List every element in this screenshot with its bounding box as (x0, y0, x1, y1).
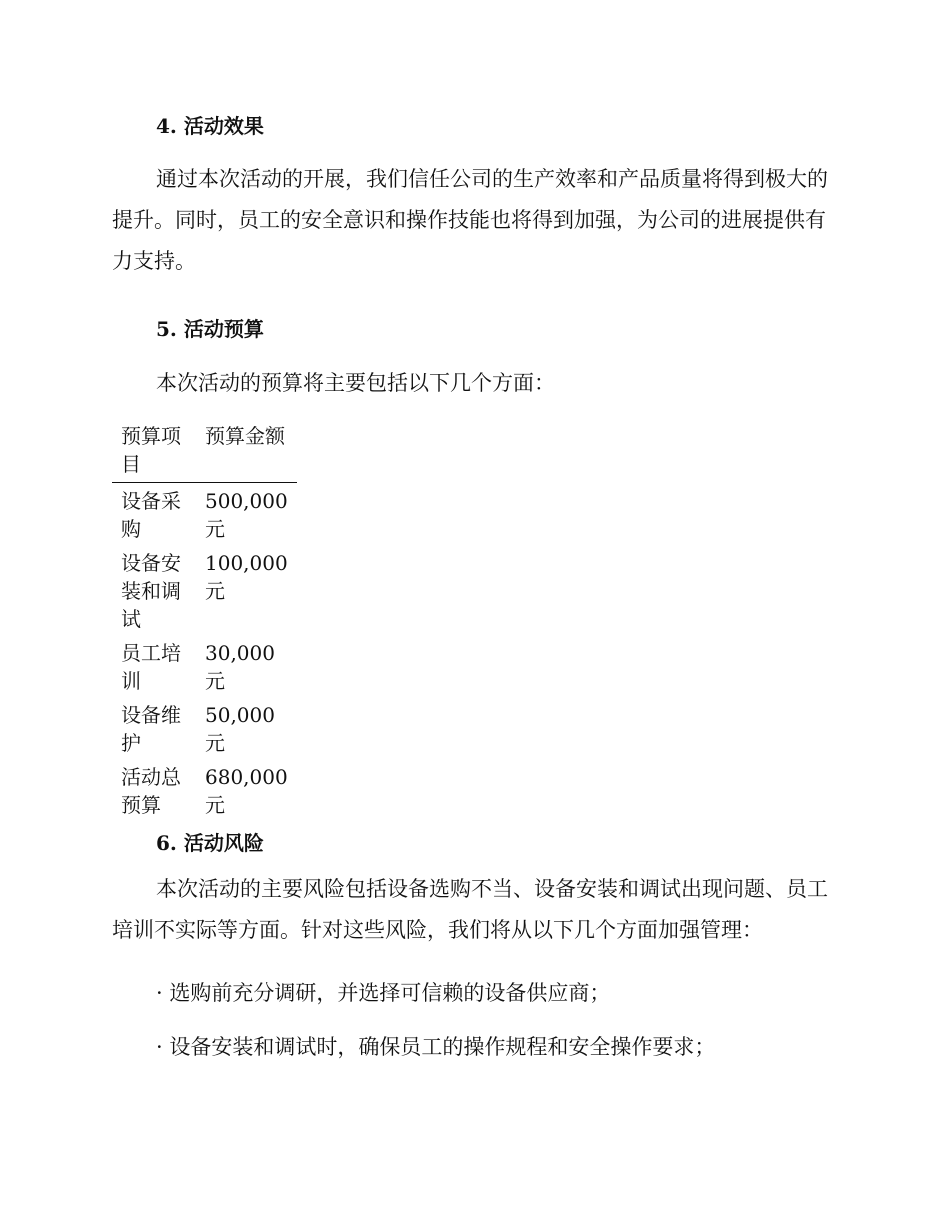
table-cell-item: 活动总预算 (121, 765, 181, 817)
table-cell-amount: 500,000 元 (205, 489, 288, 541)
bullet-item: · 选购前充分调研，并选择可信赖的设备供应商； (156, 981, 611, 1005)
section-6-paragraph: 本次活动的主要风险包括设备选购不当、设备安装和调试出现问题、员工培训不实际等方面。针对这些风险，我们将从以下几个方面加强管理： (112, 877, 828, 942)
section-4-paragraph: 通过本次活动的开展，我们信任公司的生产效率和产品质量将得到极大的提升。同时，员工的安全意识和操作技能也将得到加强，为公司的进展提供有力支持。 (112, 167, 828, 273)
table-cell-amount: 50,000 元 (205, 703, 275, 755)
budget-table (112, 422, 297, 821)
section-5-heading: 5. 活动预算 (156, 317, 264, 341)
section-5-paragraph: 本次活动的预算将主要包括以下几个方面： (156, 371, 555, 395)
table-cell-amount: 680,000 元 (205, 765, 288, 817)
table-cell-item: 设备采购 (121, 489, 181, 541)
table-row (112, 545, 297, 635)
section-6-heading: 6. 活动风险 (156, 831, 264, 855)
table-row (112, 697, 297, 759)
header-budget-item: 预算项目 (112, 422, 196, 483)
bullet-item: · 设备安装和调试时，确保员工的操作规程和安全操作要求； (156, 1035, 716, 1059)
table-cell-item: 设备安装和调试 (121, 551, 181, 631)
header-budget-amount: 预算金额 (196, 422, 297, 483)
table-cell-amount: 100,000 元 (205, 551, 288, 603)
section-4-heading: 4. 活动效果 (156, 114, 264, 138)
table-row (112, 635, 297, 697)
table-row (112, 759, 297, 821)
table-cell-amount: 30,000 元 (205, 641, 275, 693)
table-header-row (112, 422, 297, 483)
table-cell-item: 设备维护 (121, 703, 181, 755)
table-cell-item: 员工培训 (121, 641, 181, 693)
table-row (112, 483, 297, 546)
